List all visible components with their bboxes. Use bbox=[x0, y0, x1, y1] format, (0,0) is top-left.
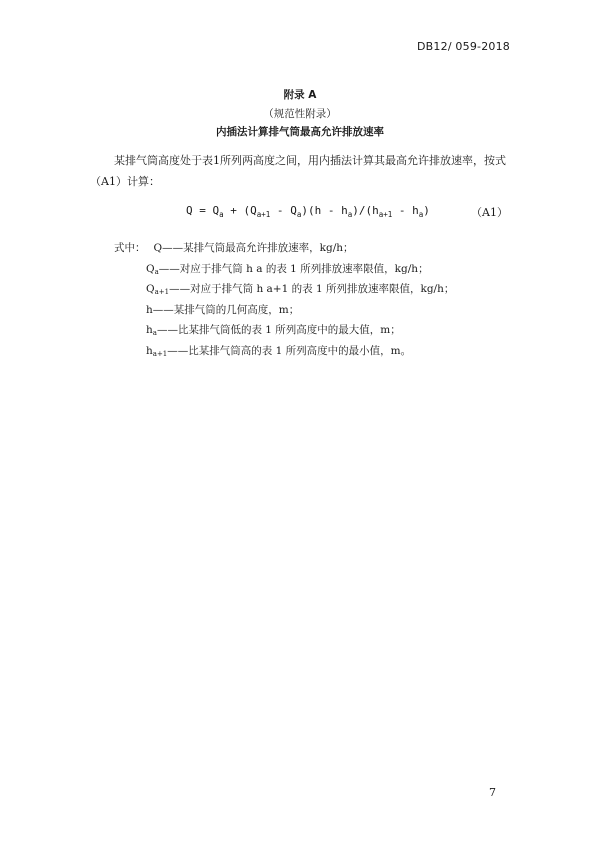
legend-row bbox=[114, 259, 454, 280]
legend-symbol: h bbox=[146, 344, 153, 357]
legend-row bbox=[114, 300, 454, 321]
legend-row bbox=[114, 320, 454, 341]
formula-close-open: )(h - h bbox=[301, 204, 348, 217]
formula-lhs: Q bbox=[186, 204, 193, 217]
formula-sub-a-2: a bbox=[296, 210, 302, 219]
legend-row bbox=[114, 279, 454, 300]
formula-minus-2: - bbox=[392, 204, 413, 217]
formula-close-div: )/(h bbox=[352, 204, 379, 217]
formula-sub-a1-1: a+1 bbox=[256, 210, 271, 219]
appendix-title: 内插法计算排气筒最高允许排放速率 bbox=[216, 126, 384, 138]
formula-q1: Q bbox=[212, 204, 220, 217]
formula-sub-a1-2: a+1 bbox=[378, 210, 393, 219]
legend-text: ——比某排气筒低的表 1 所列高度中的最大值，m； bbox=[156, 324, 401, 337]
formula-eq: = bbox=[192, 204, 213, 217]
legend-row bbox=[114, 341, 454, 362]
legend-symbol: Q bbox=[146, 283, 155, 296]
legend-text: ——对应于排气筒 h a 的表 1 所列排放速率限值，kg/h； bbox=[158, 262, 429, 275]
legend-subscript: a bbox=[154, 267, 159, 276]
legend-text: ——对应于排气筒 h a+1 的表 1 所列排放速率限值，kg/h； bbox=[169, 283, 455, 296]
formula-plus-open: + ( bbox=[223, 204, 251, 217]
legend-subscript: a+1 bbox=[152, 349, 168, 358]
formula-minus-1: - bbox=[270, 204, 291, 217]
formula-expression: $Q = Q_a + (Q_{a+1} - Q_a)(h - h_a)/(h_{a+1} - h_a)$ bbox=[186, 204, 430, 219]
legend-row bbox=[114, 238, 454, 259]
formula-sub-a-3: a bbox=[347, 210, 353, 219]
legend-prefix: 式中： bbox=[114, 242, 146, 254]
formula-q3: Q bbox=[290, 204, 297, 217]
formula-sub-a-1: a bbox=[219, 210, 224, 219]
legend-symbol: h bbox=[146, 303, 153, 316]
body-paragraph: 某排气筒高度处于表1所列两高度之间，用内插法计算其最高允许排放速率，按式（A1）计算： bbox=[90, 154, 506, 188]
legend-symbol: Q bbox=[153, 242, 163, 254]
page-number: 7 bbox=[489, 786, 496, 799]
document-code: DB12/ 059-2018 bbox=[417, 40, 510, 53]
appendix-label: 附录 A bbox=[283, 89, 317, 101]
formula-tail: ) bbox=[423, 204, 430, 217]
legend-symbol: h bbox=[146, 324, 153, 337]
formula-sub-a-4: a bbox=[418, 210, 424, 219]
formula-q2: Q bbox=[250, 204, 257, 217]
variable-legend bbox=[114, 238, 454, 362]
legend-text: ——比某排气筒高的表 1 所列高度中的最小值，m。 bbox=[167, 344, 412, 357]
legend-subscript: a+1 bbox=[154, 288, 170, 297]
legend-subscript: a bbox=[152, 329, 157, 338]
legend-text: ——某排气筒最高允许排放速率，kg/h； bbox=[162, 242, 354, 254]
legend-symbol: Q bbox=[146, 262, 155, 275]
formula-number: （A1） bbox=[471, 206, 508, 219]
appendix-nature: （规范性附录） bbox=[263, 108, 337, 120]
formula-a1 bbox=[0, 204, 600, 228]
legend-text: ——某排气筒的几何高度，m； bbox=[152, 303, 300, 316]
